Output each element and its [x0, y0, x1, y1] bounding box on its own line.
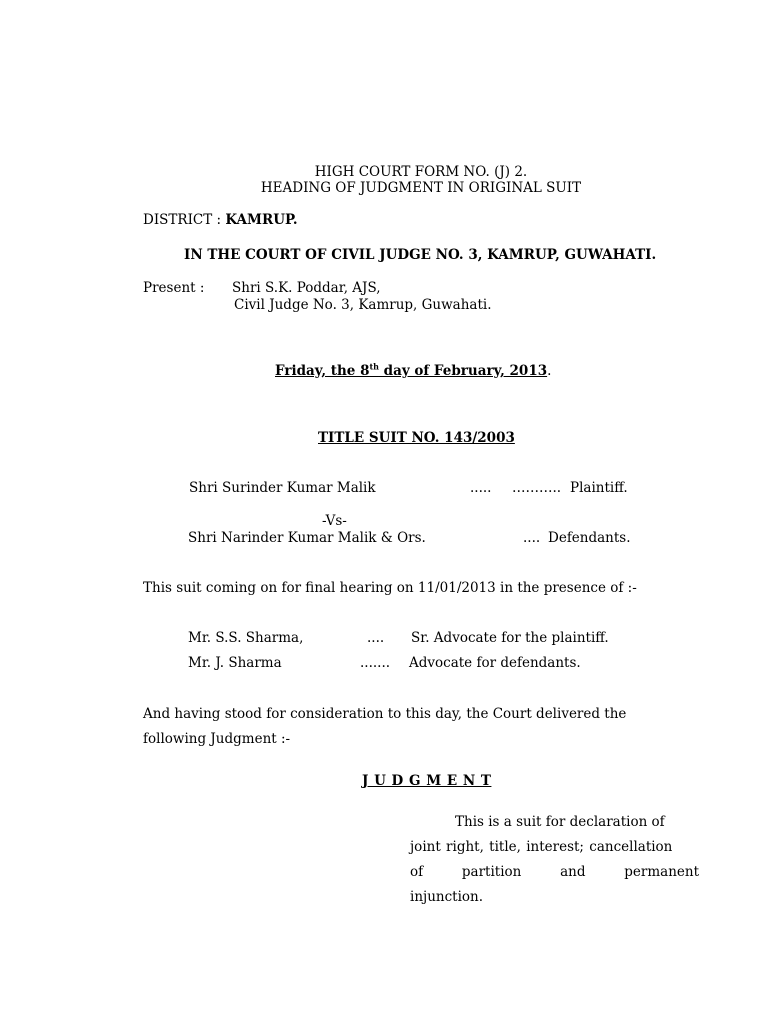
plaintiff-dots-2: ……….. [512, 480, 562, 496]
advocate-role: Sr. Advocate for the plaintiff. [411, 630, 609, 646]
hearing-statement: This suit coming on for final hearing on 11/01/2013 in the presence of :- [143, 580, 637, 596]
plaintiff-role: Plaintiff. [570, 480, 628, 496]
advocate-role: Advocate for defendants. [409, 655, 581, 671]
judgment-line-2: joint right, title, interest; cancellation [410, 839, 673, 855]
suit-number: TITLE SUIT NO. 143/2003 [318, 430, 515, 446]
judgment-line-3: of partition and permanent [410, 864, 699, 880]
form-number: HIGH COURT FORM NO. (J) 2. [314, 164, 528, 180]
court-title: IN THE COURT OF CIVIL JUDGE NO. 3, KAMRUP, GUWAHATI. [184, 247, 657, 263]
advocate-dots: .... [367, 630, 385, 646]
district-line [143, 212, 298, 228]
defendant-role: Defendants. [548, 530, 631, 546]
present-label: Present : [143, 280, 205, 296]
consideration-line-1: And having stood for consideration to this day, the Court delivered the [143, 706, 627, 722]
date-text: Friday, the 8th day of February, 2013 [275, 361, 548, 379]
judgment-line-1: This is a suit for declaration of [455, 814, 665, 830]
district-label: DISTRICT : [143, 212, 226, 228]
judgment-heading: J U D G M E N T [362, 773, 492, 789]
advocate-dots: ....... [360, 655, 391, 671]
form-heading: HEADING OF JUDGMENT IN ORIGINAL SUIT [260, 180, 582, 196]
presiding-officer: Shri S.K. Poddar, AJS, [232, 280, 381, 296]
judgment-date: Friday, the 8th day of February, 2013. [275, 361, 552, 379]
district-value: KAMRUP. [225, 212, 298, 228]
defendant-dots: .... [523, 530, 541, 546]
plaintiff-name: Shri Surinder Kumar Malik [189, 480, 376, 496]
defendant-name: Shri Narinder Kumar Malik & Ors. [188, 530, 426, 546]
judgment-line-4: injunction. [410, 889, 484, 905]
presiding-designation: Civil Judge No. 3, Kamrup, Guwahati. [234, 297, 492, 313]
advocate-name: Mr. J. Sharma [188, 655, 282, 671]
plaintiff-dots: ..... [470, 480, 492, 496]
consideration-line-2: following Judgment :- [143, 731, 291, 747]
advocate-name: Mr. S.S. Sharma, [188, 630, 304, 646]
versus: -Vs- [322, 513, 347, 529]
